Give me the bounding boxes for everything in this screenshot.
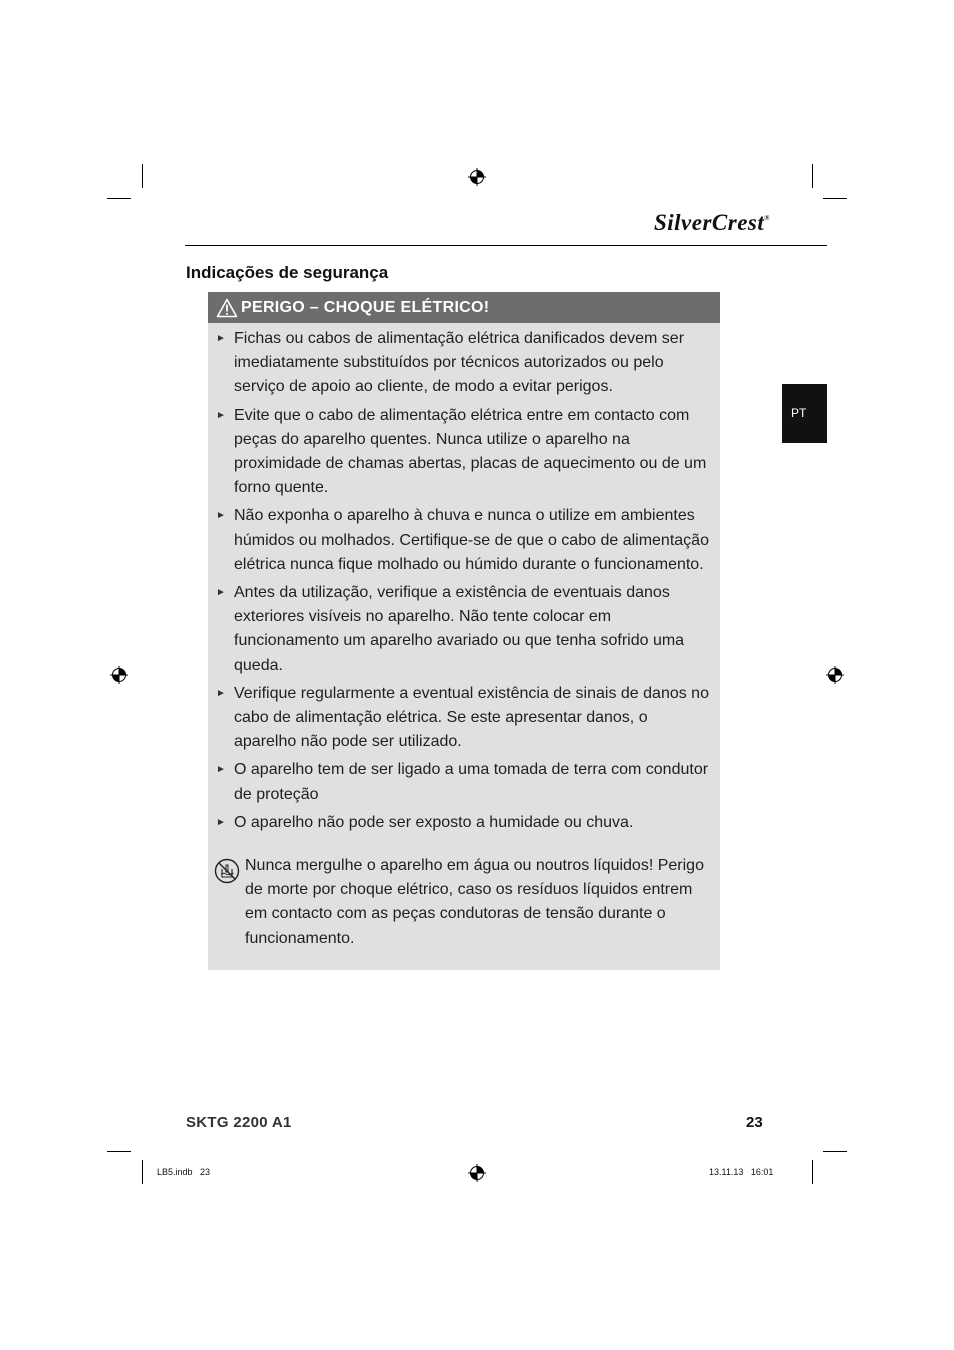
triangle-bullet-icon: ► (216, 333, 226, 344)
registration-mark-icon (826, 666, 844, 684)
list-item: ► Fichas ou cabos de alimentação elétrica danificados devem ser imediatamente substituídos por técnicos autorizados ou pelo serviço de apoio ao cliente, de modo a evitar perigos. (208, 327, 720, 400)
crop-mark (812, 164, 813, 188)
print-slug-date: 13.11.13 16:01 (709, 1167, 774, 1177)
header-rule (185, 245, 827, 246)
warning-triangle-icon (216, 298, 238, 318)
page-number: 23 (746, 1114, 763, 1131)
brand-logo: SilverCrest® (653, 210, 770, 235)
registration-mark-icon (468, 168, 486, 186)
section-title: Indicações de segurança (186, 263, 389, 282)
list-item: ► Antes da utilização, verifique a existência de eventuais danos exteriores visíveis no aparelho. Não tente colocar em funcionamento um aparelho avariado ou que tenha sofrido uma queda. (208, 581, 720, 678)
list-item: ► O aparelho tem de ser ligado a uma tomada de terra com condutor de proteção (208, 758, 720, 806)
crop-mark (107, 198, 131, 199)
warning-panel-title: PERIGO – CHOQUE ELÉTRICO! (241, 299, 490, 316)
triangle-bullet-icon: ► (216, 510, 226, 522)
language-tab-label: PT (791, 406, 807, 420)
registration-mark-icon (110, 666, 128, 684)
triangle-bullet-icon: ► (216, 587, 226, 599)
warning-panel (208, 292, 720, 970)
registration-mark-icon (468, 1164, 486, 1182)
crop-mark (142, 164, 143, 188)
warning-panel-header (208, 292, 720, 323)
language-tab (782, 384, 827, 443)
list-item: ► Não exponha o aparelho à chuva e nunca o utilize em ambientes húmidos ou molhados. Certifique-se de que o cabo de alimentação elétrica nunca fique molhado ou húmido durante o funcionamento. (208, 504, 720, 577)
no-immersion-icon (214, 858, 240, 884)
crop-mark (823, 198, 847, 199)
triangle-bullet-icon: ► (216, 816, 226, 828)
triangle-bullet-icon: ► (216, 764, 226, 776)
footer-model: SKTG 2200 A1 (186, 1114, 292, 1131)
immersion-note-text: Nunca mergulhe o aparelho em água ou noutros líquidos! Perigo de morte por choque elétrico, caso os resíduos líquidos entrem em contacto com as peças condutoras de tensão durante o funcionamento. (245, 857, 704, 947)
crop-mark (107, 1151, 131, 1152)
safety-list (208, 327, 720, 839)
print-slug-file: LB5.indb 23 (157, 1167, 211, 1177)
list-item: ► Evite que o cabo de alimentação elétrica entre em contacto com peças do aparelho quentes. Nunca utilize o aparelho na proximidade de chamas abertas, placas de aquecimento ou de um forno quente. (208, 404, 720, 501)
crop-mark (823, 1151, 847, 1152)
list-item: ► O aparelho não pode ser exposto a humidade ou chuva. (208, 811, 720, 835)
triangle-bullet-icon: ► (216, 409, 226, 421)
list-item: ► Verifique regularmente a eventual existência de sinais de danos no cabo de alimentação elétrica. Se este apresentar danos, o aparelho não pode ser utilizado. (208, 682, 720, 755)
triangle-bullet-icon: ► (216, 687, 226, 699)
crop-mark (812, 1160, 813, 1184)
crop-mark (142, 1160, 143, 1184)
